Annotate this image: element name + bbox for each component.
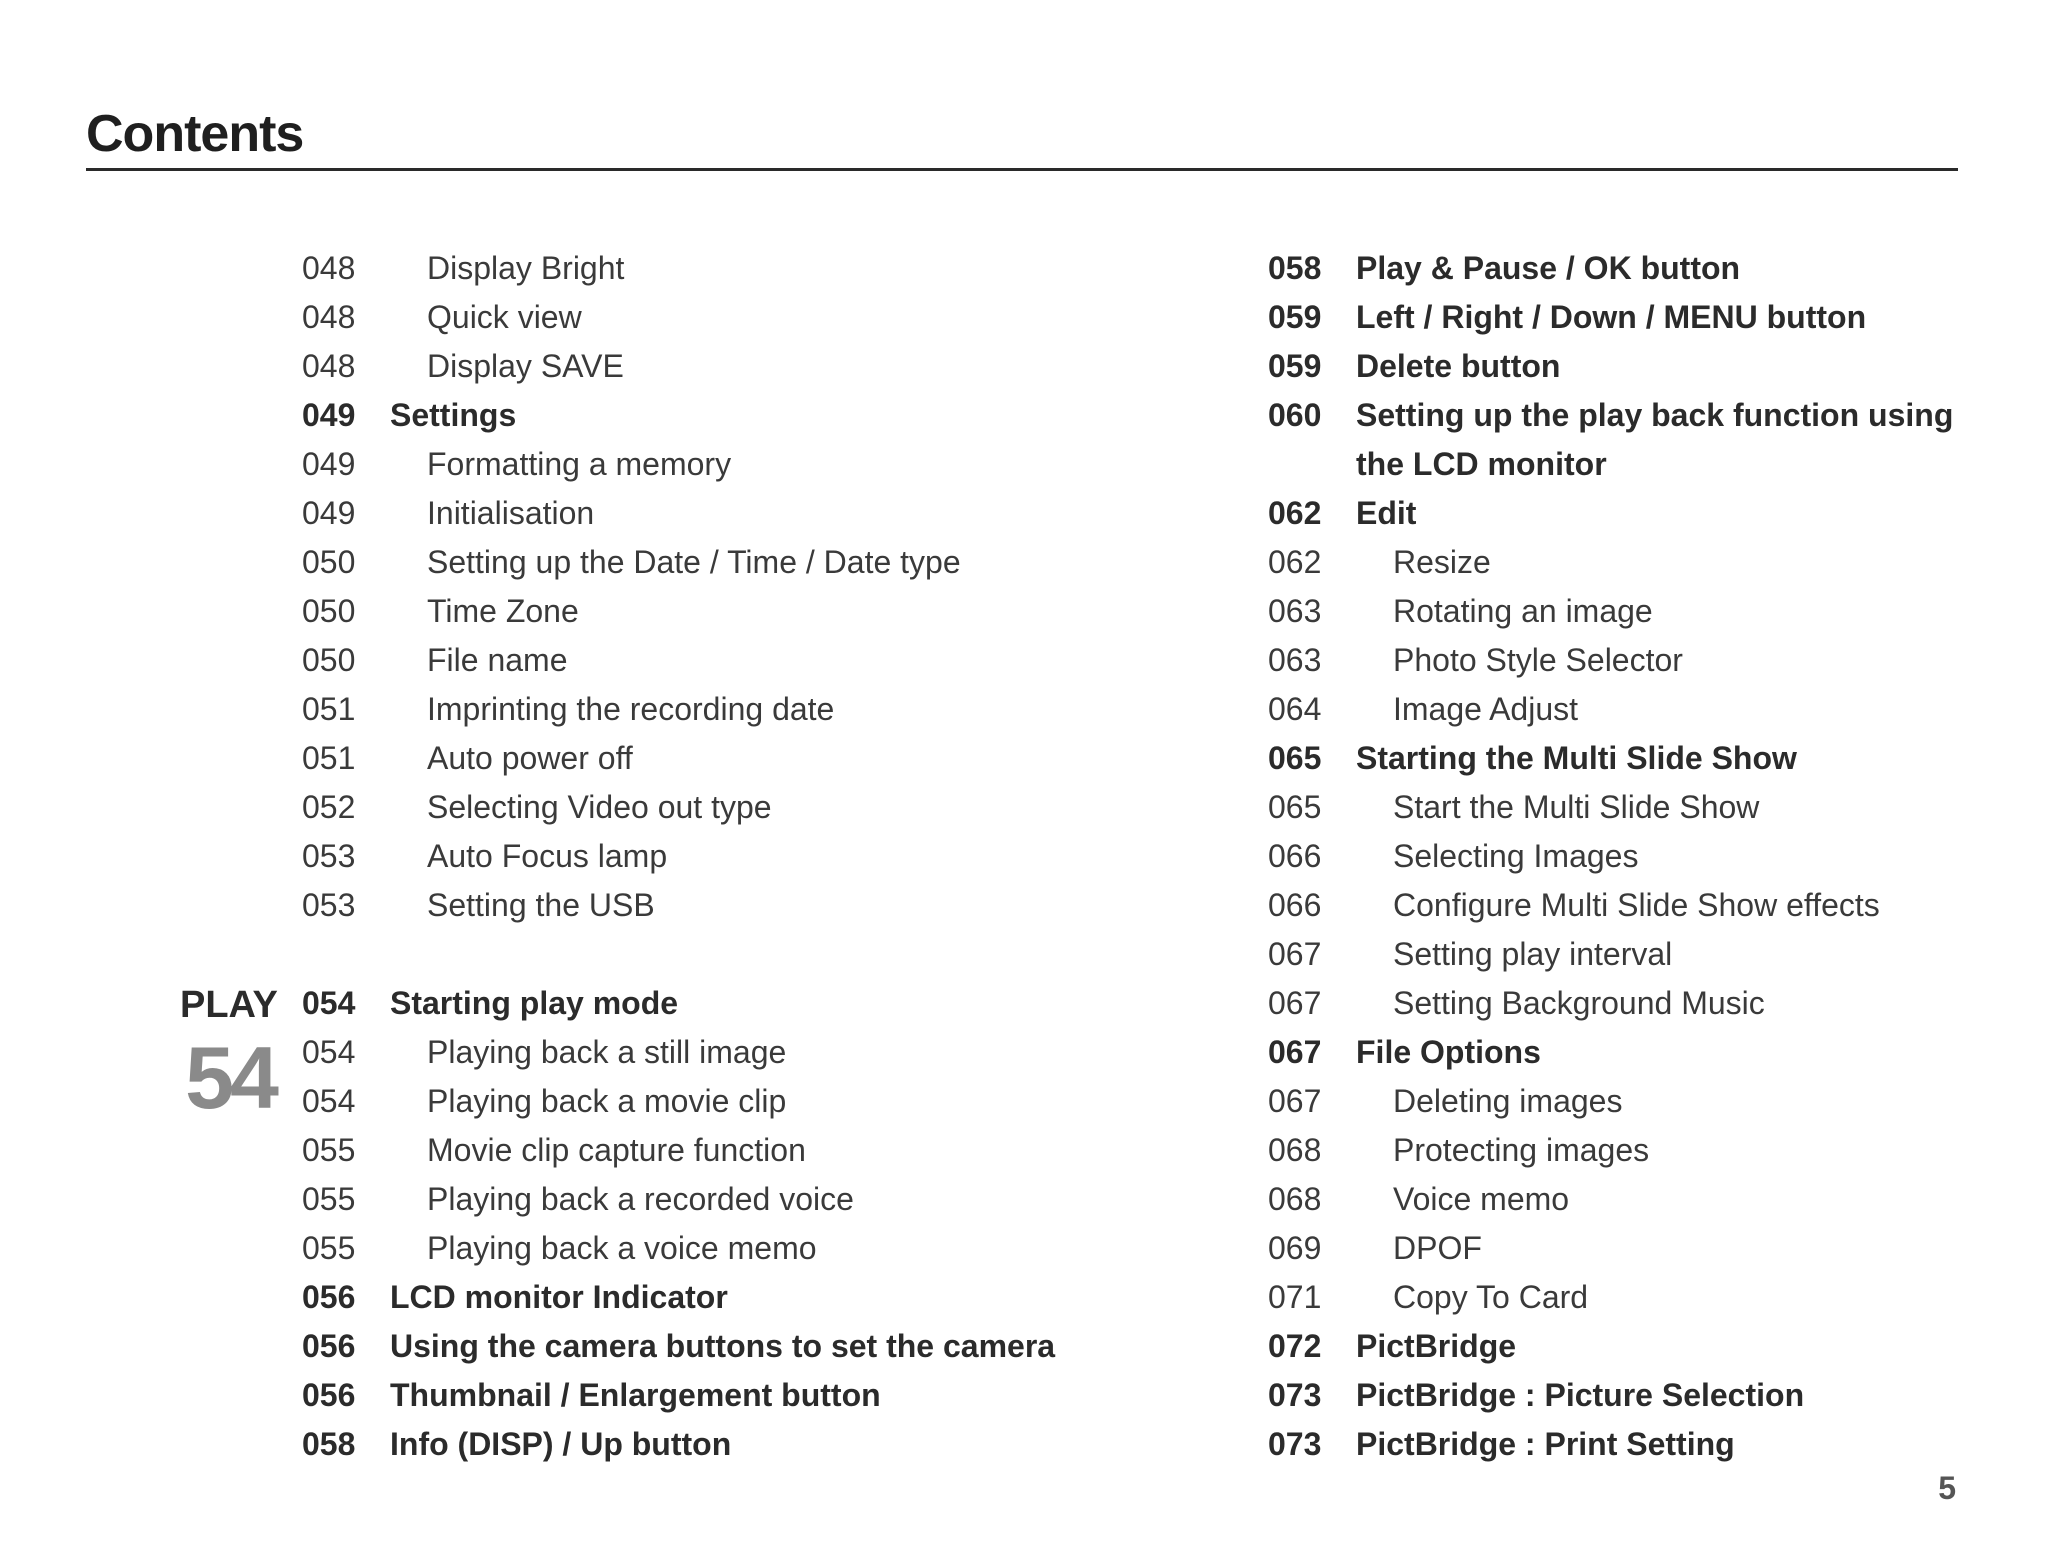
toc-entry-title: Setting the USB xyxy=(427,887,655,923)
toc-page-number: 055 xyxy=(302,1132,356,1168)
toc-page-number: 054 xyxy=(302,985,356,1021)
toc-entry[interactable] xyxy=(302,342,1055,391)
toc-entry[interactable] xyxy=(1268,440,1953,489)
toc-entry-title: PictBridge xyxy=(1356,1328,1517,1364)
toc-page-number: 071 xyxy=(1268,1279,1322,1315)
toc-entry-title: Using the camera buttons to set the camera xyxy=(390,1328,1056,1364)
toc-page-number: 067 xyxy=(1268,936,1322,972)
toc-entry-title: Playing back a still image xyxy=(427,1034,787,1070)
toc-entry[interactable] xyxy=(1268,1126,1953,1175)
toc-entry[interactable] xyxy=(1268,1273,1953,1322)
toc-entry[interactable] xyxy=(302,440,1055,489)
toc-page-number: 050 xyxy=(302,593,356,629)
section-label: PLAY xyxy=(180,984,278,1026)
toc-page-number: 050 xyxy=(302,544,356,580)
toc-page-number: 053 xyxy=(302,838,356,874)
toc-entry-title: Start the Multi Slide Show xyxy=(1393,789,1760,825)
toc-entry-title: Configure Multi Slide Show effects xyxy=(1393,887,1880,923)
toc-page-number: 058 xyxy=(302,1426,356,1462)
toc-entry-title: PictBridge : Print Setting xyxy=(1356,1426,1735,1462)
toc-page-number: 059 xyxy=(1268,348,1322,384)
toc-page-number: 053 xyxy=(302,887,356,923)
toc-entry-title: Selecting Video out type xyxy=(427,789,772,825)
toc-page-number: 067 xyxy=(1268,985,1322,1021)
toc-entry-title: Selecting Images xyxy=(1393,838,1639,874)
toc-page-number: 048 xyxy=(302,299,356,335)
toc-entry-title: Edit xyxy=(1356,495,1417,531)
toc-page-number: 049 xyxy=(302,397,356,433)
toc-entry[interactable] xyxy=(302,881,1055,930)
toc-entry[interactable] xyxy=(1268,538,1953,587)
toc-page-number: 049 xyxy=(302,446,356,482)
toc-entry-title: Auto Focus lamp xyxy=(427,838,668,874)
toc-entry-title: Setting up the play back function using xyxy=(1356,397,1954,433)
toc-entry[interactable] xyxy=(302,832,1055,881)
toc-entry-title: Info (DISP) / Up button xyxy=(390,1426,732,1462)
page-title: Contents xyxy=(86,105,304,163)
toc-entry[interactable] xyxy=(1268,636,1953,685)
toc-entry[interactable] xyxy=(1268,1371,1953,1420)
toc-entry-title: Starting the Multi Slide Show xyxy=(1356,740,1797,776)
toc-entry-title: Display Bright xyxy=(427,250,625,286)
toc-entry-title: Deleting images xyxy=(1393,1083,1623,1119)
toc-entry-title: Photo Style Selector xyxy=(1393,642,1683,678)
toc-entry-title: Voice memo xyxy=(1393,1181,1570,1217)
toc-entry[interactable] xyxy=(1268,832,1953,881)
toc-page-number: 067 xyxy=(1268,1083,1322,1119)
toc-entry[interactable] xyxy=(1268,1028,1953,1077)
toc-page-number: 048 xyxy=(302,250,356,286)
toc-page-number: 063 xyxy=(1268,593,1322,629)
toc-entry[interactable] xyxy=(1268,881,1953,930)
toc-page-number: 049 xyxy=(302,495,356,531)
toc-page-number: 048 xyxy=(302,348,356,384)
toc-entry[interactable] xyxy=(302,1273,1055,1322)
toc-entry-title: File name xyxy=(427,642,568,678)
toc-entry[interactable] xyxy=(1268,783,1953,832)
toc-entry[interactable] xyxy=(302,1371,1055,1420)
toc-entry-title: Display SAVE xyxy=(427,348,624,384)
toc-entry-title: Play & Pause / OK button xyxy=(1356,250,1741,286)
toc-entry[interactable] xyxy=(302,979,1055,1028)
toc-page-number: 058 xyxy=(1268,250,1322,286)
toc-entry[interactable] xyxy=(302,293,1055,342)
toc-entry[interactable] xyxy=(302,489,1055,538)
toc-entry[interactable] xyxy=(302,538,1055,587)
toc-entry-title: Formatting a memory xyxy=(427,446,732,482)
toc-spacer xyxy=(302,930,1055,979)
toc-left-column xyxy=(302,244,1055,1469)
toc-entry-title: Movie clip capture function xyxy=(427,1132,806,1168)
toc-entry-title: the LCD monitor xyxy=(1356,446,1607,482)
toc-entry-title: Setting up the Date / Time / Date type xyxy=(427,544,961,580)
toc-entry[interactable] xyxy=(302,1077,1055,1126)
toc-entry[interactable] xyxy=(302,1322,1055,1371)
toc-page-number: 056 xyxy=(302,1377,356,1413)
toc-entry[interactable] xyxy=(302,244,1055,293)
toc-entry[interactable] xyxy=(1268,685,1953,734)
toc-entry[interactable] xyxy=(1268,587,1953,636)
toc-entry[interactable] xyxy=(1268,391,1953,440)
toc-entry-title: Quick view xyxy=(427,299,582,335)
toc-entry-title: Time Zone xyxy=(427,593,579,629)
toc-entry[interactable] xyxy=(302,1175,1055,1224)
toc-entry[interactable] xyxy=(1268,489,1953,538)
toc-page-number: 062 xyxy=(1268,495,1322,531)
toc-entry-title: Copy To Card xyxy=(1393,1279,1589,1315)
toc-page-number: 068 xyxy=(1268,1132,1322,1168)
toc-entry[interactable] xyxy=(1268,342,1953,391)
toc-page-number: 065 xyxy=(1268,740,1322,776)
toc-page-number: 068 xyxy=(1268,1181,1322,1217)
toc-page-number: 054 xyxy=(302,1083,356,1119)
toc-entry[interactable] xyxy=(1268,1420,1953,1469)
toc-entry-title: Setting play interval xyxy=(1393,936,1673,972)
toc-entry[interactable] xyxy=(1268,979,1953,1028)
toc-entry[interactable] xyxy=(1268,1224,1953,1273)
toc-entry-title: Settings xyxy=(390,397,517,433)
toc-entry-title: Left / Right / Down / MENU button xyxy=(1356,299,1867,335)
toc-entry-title: Imprinting the recording date xyxy=(427,691,835,727)
toc-page-number: 050 xyxy=(302,642,356,678)
toc-entry[interactable] xyxy=(302,391,1055,440)
toc-entry[interactable] xyxy=(302,1028,1055,1077)
toc-entry-title: Delete button xyxy=(1356,348,1561,384)
toc-page-number: 073 xyxy=(1268,1426,1322,1462)
toc-entry[interactable] xyxy=(302,685,1055,734)
toc-entry-title: Setting Background Music xyxy=(1393,985,1765,1021)
toc-right-column xyxy=(1268,244,1953,1469)
toc-page-number: 055 xyxy=(302,1230,356,1266)
toc-page-number: 054 xyxy=(302,1034,356,1070)
toc-page-number: 072 xyxy=(1268,1328,1322,1364)
title-divider xyxy=(86,168,1958,171)
toc-page-number: 073 xyxy=(1268,1377,1322,1413)
toc-entry-title: Starting play mode xyxy=(390,985,679,1021)
section-number: 54 xyxy=(185,1028,275,1127)
toc-entry-title: Initialisation xyxy=(427,495,595,531)
toc-entry[interactable] xyxy=(1268,734,1953,783)
toc-page-number: 052 xyxy=(302,789,356,825)
toc-entry-title: Playing back a recorded voice xyxy=(427,1181,854,1217)
toc-page-number: 056 xyxy=(302,1279,356,1315)
toc-entry-title: PictBridge : Picture Selection xyxy=(1356,1377,1805,1413)
toc-entry-title: LCD monitor Indicator xyxy=(390,1279,728,1315)
toc-entry[interactable] xyxy=(302,1420,1055,1469)
toc-entry-title: Playing back a voice memo xyxy=(427,1230,817,1266)
toc-page-number: 059 xyxy=(1268,299,1322,335)
toc-entry-title: DPOF xyxy=(1393,1230,1482,1266)
toc-entry-title: Playing back a movie clip xyxy=(427,1083,787,1119)
toc-page-number: 056 xyxy=(302,1328,356,1364)
toc-page-number: 051 xyxy=(302,740,356,776)
toc-page-number: 066 xyxy=(1268,887,1322,923)
toc-entry[interactable] xyxy=(302,734,1055,783)
toc-page-number: 069 xyxy=(1268,1230,1322,1266)
toc-entry[interactable] xyxy=(1268,930,1953,979)
toc-entry[interactable] xyxy=(302,783,1055,832)
toc-entry-title: Resize xyxy=(1393,544,1491,580)
toc-entry[interactable] xyxy=(1268,293,1953,342)
toc-page-number: 062 xyxy=(1268,544,1322,580)
toc-entry[interactable] xyxy=(302,636,1055,685)
toc-entry[interactable] xyxy=(302,587,1055,636)
toc-entry-title: Image Adjust xyxy=(1393,691,1578,727)
toc-entry[interactable] xyxy=(1268,1322,1953,1371)
toc-entry-title: Auto power off xyxy=(427,740,633,776)
toc-entry-title: Rotating an image xyxy=(1393,593,1653,629)
toc-entry-title: File Options xyxy=(1356,1034,1541,1070)
toc-entry-title: Protecting images xyxy=(1393,1132,1650,1168)
toc-page-number: 066 xyxy=(1268,838,1322,874)
toc-entry[interactable] xyxy=(1268,1077,1953,1126)
toc-page-number: 060 xyxy=(1268,397,1322,433)
page-number: 5 xyxy=(1938,1470,1956,1506)
toc-page-number: 055 xyxy=(302,1181,356,1217)
toc-page-number: 051 xyxy=(302,691,356,727)
toc-entry[interactable] xyxy=(1268,244,1953,293)
toc-entry[interactable] xyxy=(1268,1175,1953,1224)
toc-page-number: 064 xyxy=(1268,691,1322,727)
toc-entry-title: Thumbnail / Enlargement button xyxy=(390,1377,881,1413)
toc-page-number: 067 xyxy=(1268,1034,1322,1070)
toc-entry[interactable] xyxy=(302,1126,1055,1175)
toc-page-number: 063 xyxy=(1268,642,1322,678)
toc-entry[interactable] xyxy=(302,1224,1055,1273)
toc-page-number: 065 xyxy=(1268,789,1322,825)
